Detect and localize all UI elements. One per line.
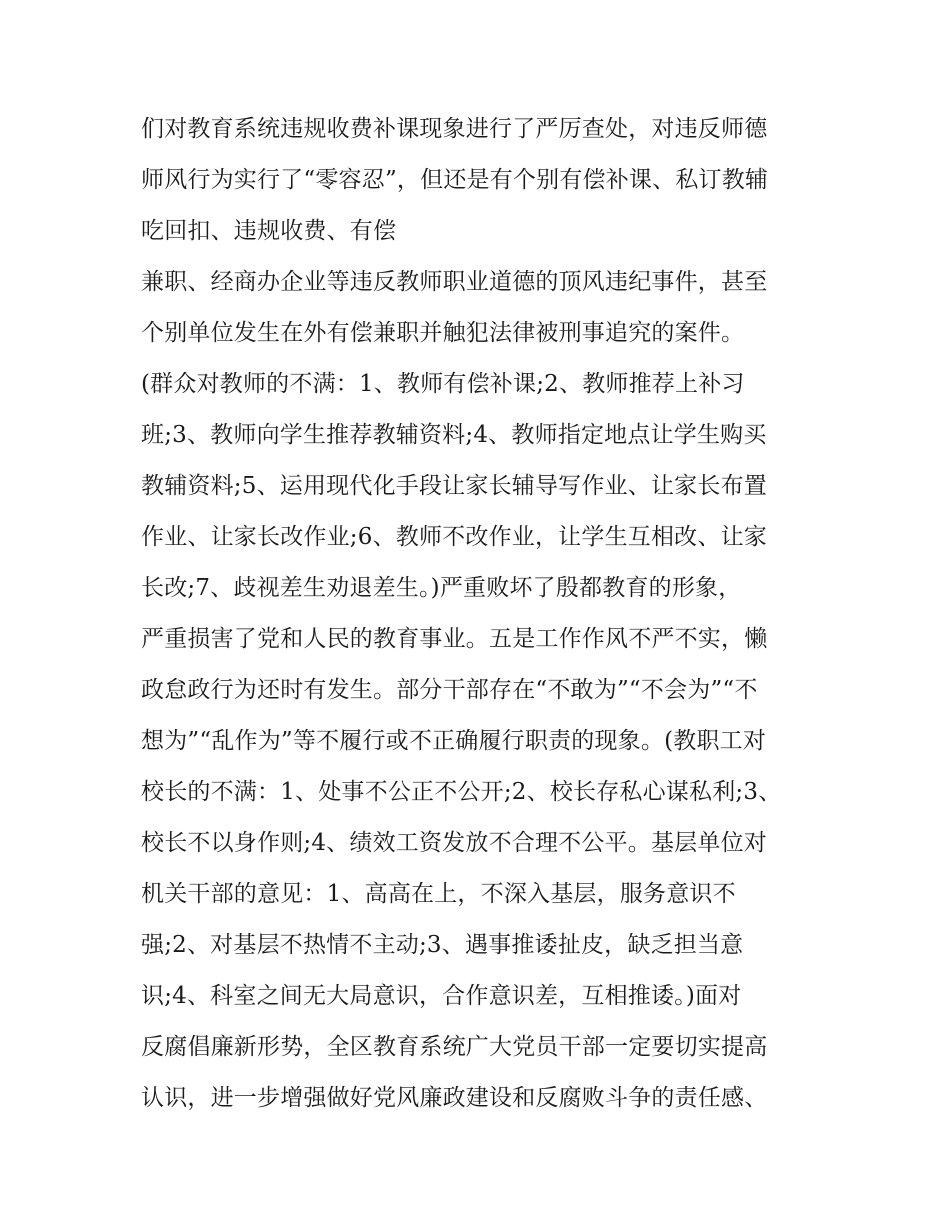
text-line: 教辅资料;5、运用现代化手段让家长辅导写作业、让家长布置 (141, 473, 767, 499)
text-line: 强;2、对基层不热情不主动;3、遇事推诿扯皮，缺乏担当意 (141, 932, 744, 958)
body-text (141, 104, 821, 1124)
text-line: 师风行为实行了“零容忍”，但还是有个别有偿补课、私订教辅 (141, 167, 769, 193)
text-line: (群众对教师的不满：1、教师有偿补课;2、教师推荐上补习 (141, 371, 745, 397)
text-line: 校长的不满：1、处事不公正不公开;2、校长存私心谋私利;3、 (141, 779, 782, 805)
text-line: 严重损害了党和人民的教育事业。五是工作作风不严不实，懒 (141, 626, 768, 652)
text-line: 反腐倡廉新形势，全区教育系统广大党员干部一定要切实提高 (141, 1034, 768, 1060)
text-line: 们对教育系统违规收费补课现象进行了严厉查处，对违反师德 (141, 116, 768, 142)
text-line: 机关干部的意见：1、高高在上，不深入基层，服务意识不 (141, 881, 736, 907)
text-line: 吃回扣、违规收费、有偿 (141, 218, 397, 244)
text-line: 兼职、经商办企业等违反教师职业道德的顶风违纪事件，甚至 (141, 269, 768, 295)
text-line: 政怠政行为还时有发生。部分干部存在“不敢为”“不会为”“不 (141, 677, 758, 703)
text-line: 识;4、科室之间无大局意识，合作意识差，互相推诿。)面对 (141, 983, 742, 1009)
text-line: 班;3、教师向学生推荐教辅资料;4、教师指定地点让学生购买 (141, 422, 767, 448)
text-line: 作业、让家长改作业;6、教师不改作业，让学生互相改、让家 (141, 524, 767, 550)
text-line: 校长不以身作则;4、绩效工资发放不合理不公平。基层单位对 (141, 830, 767, 856)
text-line: 长改;7、歧视差生劝退差生。)严重败坏了殷都教育的形象， (141, 575, 742, 601)
text-line: 个别单位发生在外有偿兼职并触犯法律被刑事追究的案件。 (141, 320, 745, 346)
text-line: 想为”“乱作为”等不履行或不正确履行职责的现象。(教职工对 (141, 728, 767, 754)
text-line: 认识，进一步增强做好党风廉政建设和反腐败斗争的责任感、 (141, 1085, 768, 1111)
